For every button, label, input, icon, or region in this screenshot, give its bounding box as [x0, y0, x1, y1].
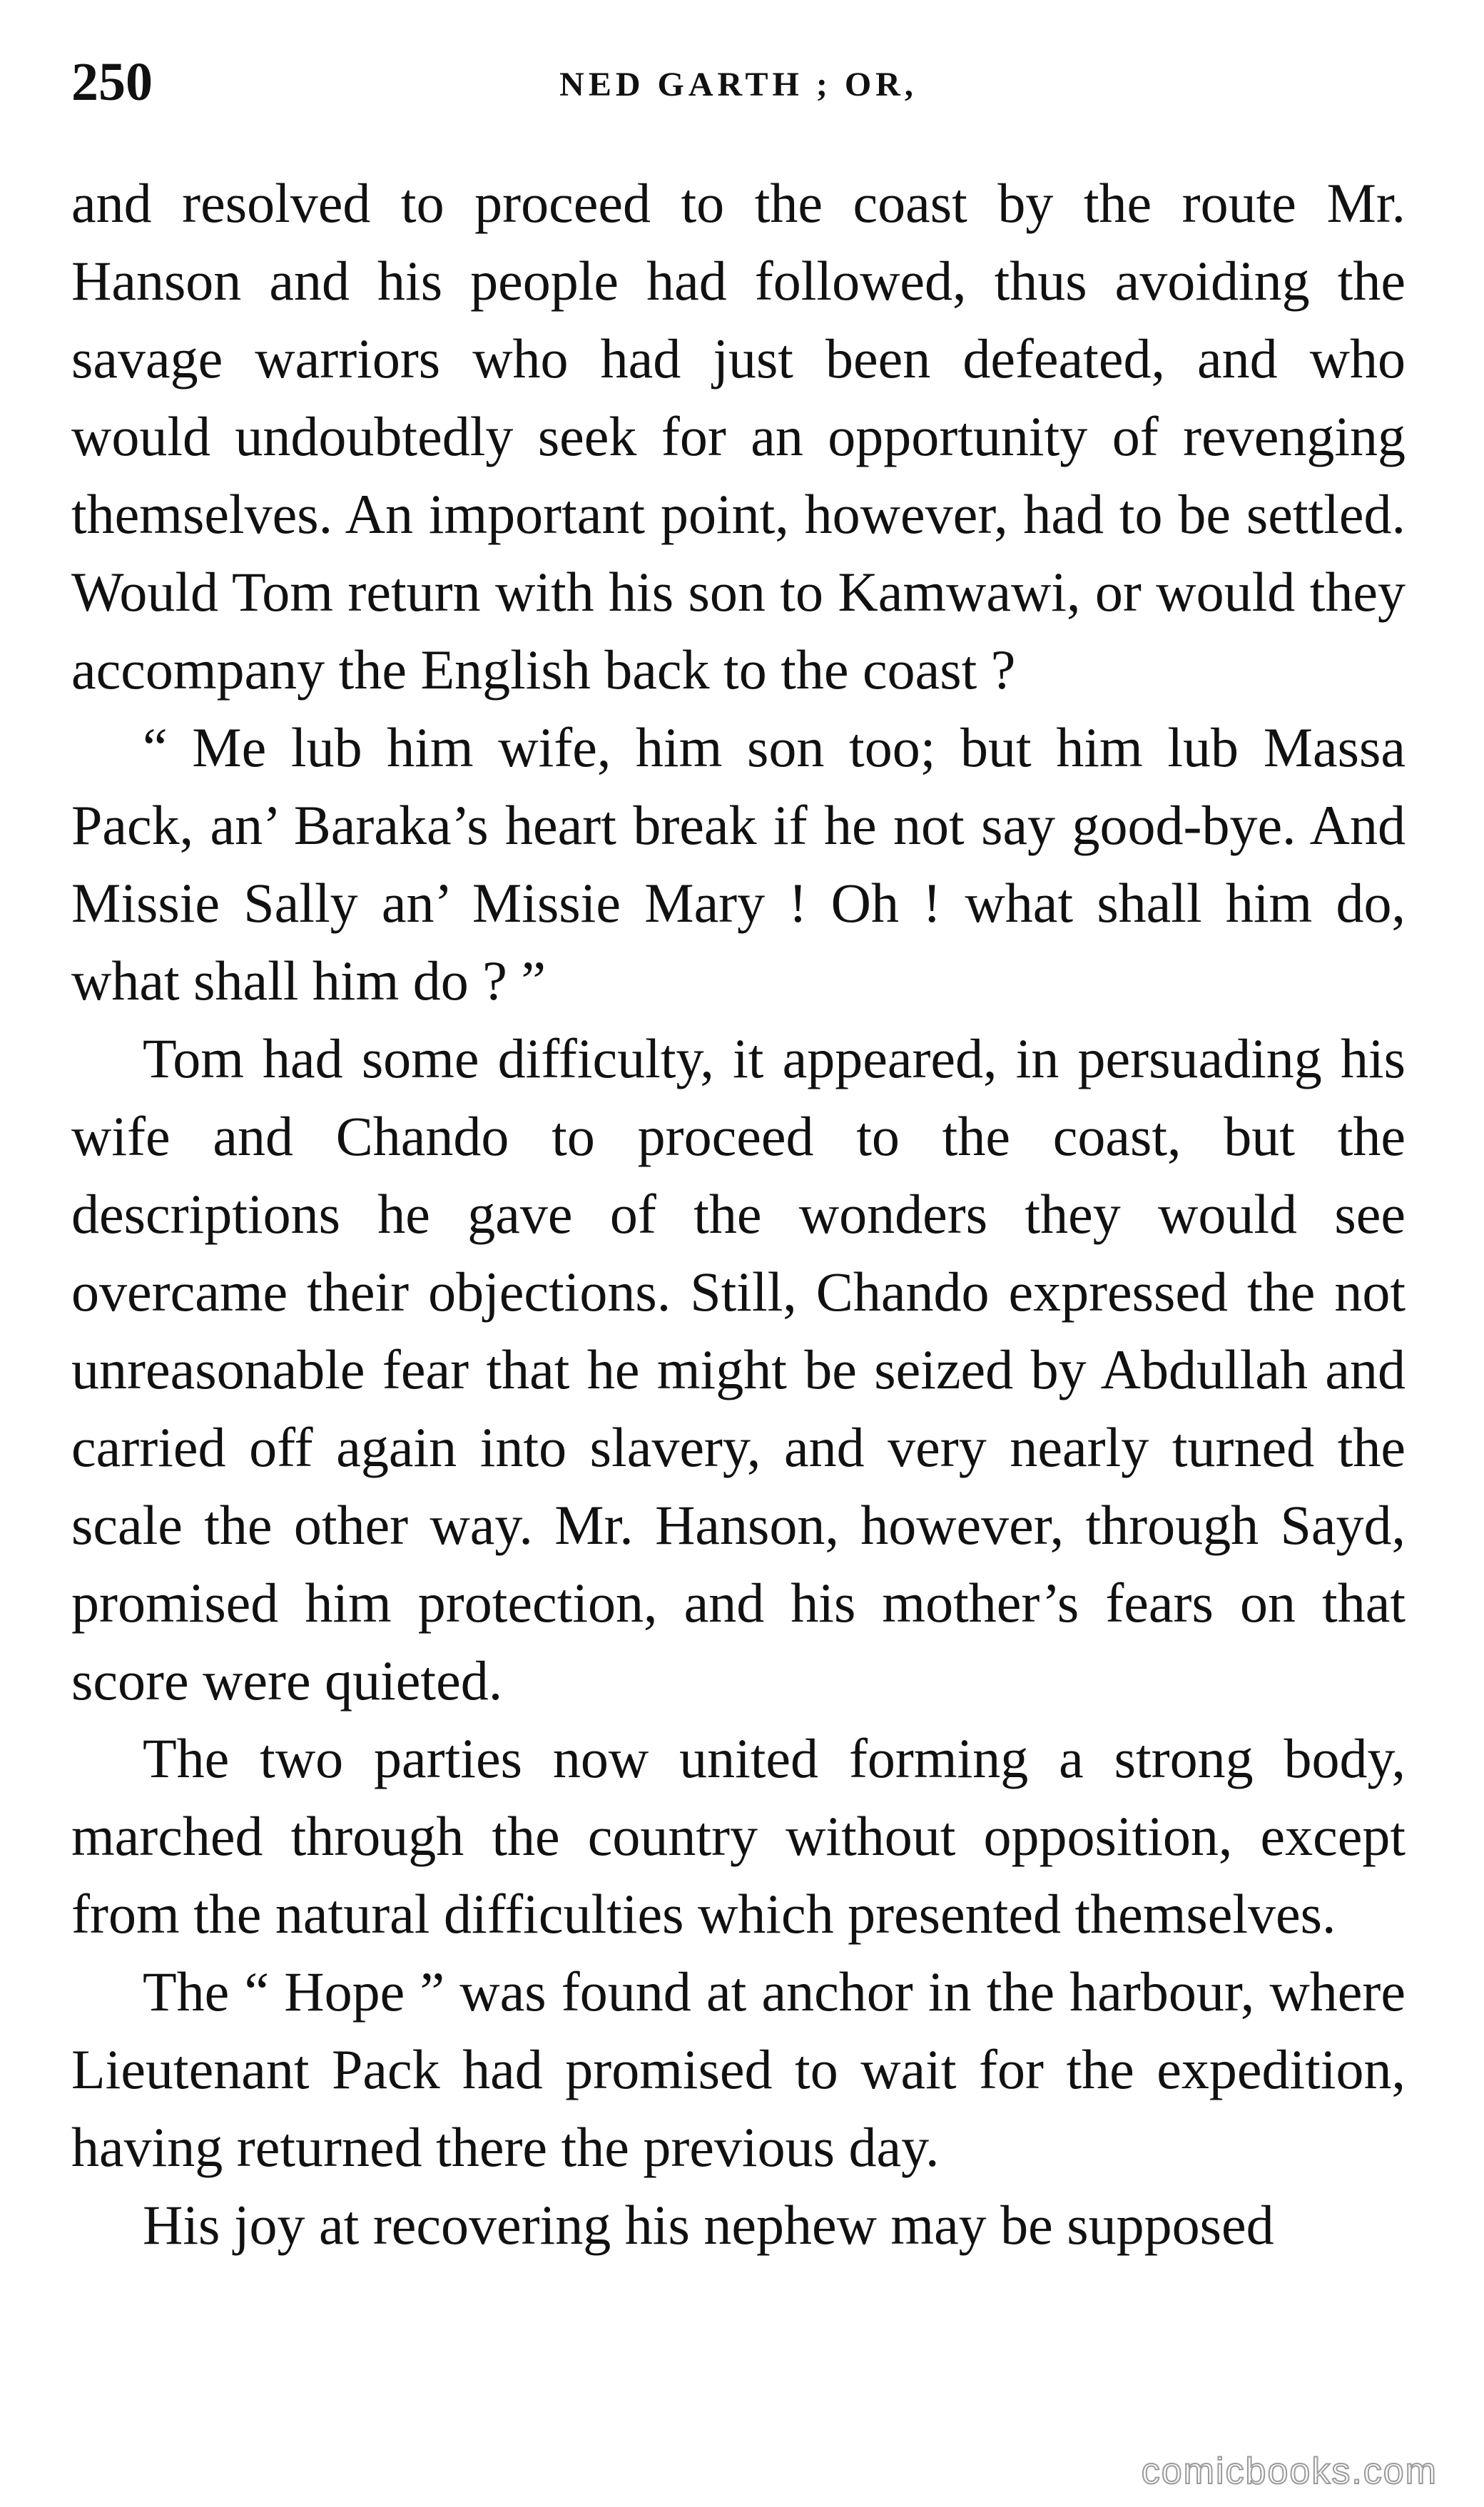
paragraph-1: and resolved to proceed to the coast by the route Mr. Hanson and his people had followed, thus avoiding the savage warriors who had just been defeated, and who would undoubtedly seek for an opportunity of revenging themselves. An important point, however, had to be settled. Would Tom return with his son to Kamwawi, or would they accompany the English back to the coast ? [71, 172, 1406, 701]
paragraph-2: “ Me lub him wife, him son too; but him lub Massa Pack, an’ Baraka’s heart break if he not say good-bye. And Missie Sally an’ Missie Mary ! Oh ! what shall him do, what shall him do ? ” [71, 716, 1406, 1012]
paragraph-5: The “ Hope ” was found at anchor in the harbour, where Lieutenant Pack had promised to wait for the expedition, having returned there the previous day. [71, 1961, 1406, 2178]
watermark-text: comicbooks.com [1141, 2451, 1438, 2492]
paragraph-3: Tom had some difficulty, it appeared, in persuading his wife and Chando to proceed to the coast, but the descriptions he gave of the wonders they would see overcame their objections. Still, Chando expressed the not unreasonable fear that he might be seized by Abdullah and carried off again into slavery, and very nearly turned the scale the other way. Mr. Hanson, however, through Sayd, promised him protection, and his mother’s fears on that score were quieted. [71, 1027, 1406, 1712]
page-number: 250 [71, 52, 153, 112]
paragraph-4: The two parties now united forming a strong body, marched through the country without opposition, except from the natural difficulties which presented themselves. [71, 1727, 1406, 1945]
page-header [71, 50, 1406, 114]
running-title: NED GARTH ; OR, [559, 66, 918, 103]
page-body [71, 164, 1406, 2264]
paragraph-6: His joy at recovering his nephew may be supposed [143, 2194, 1274, 2256]
